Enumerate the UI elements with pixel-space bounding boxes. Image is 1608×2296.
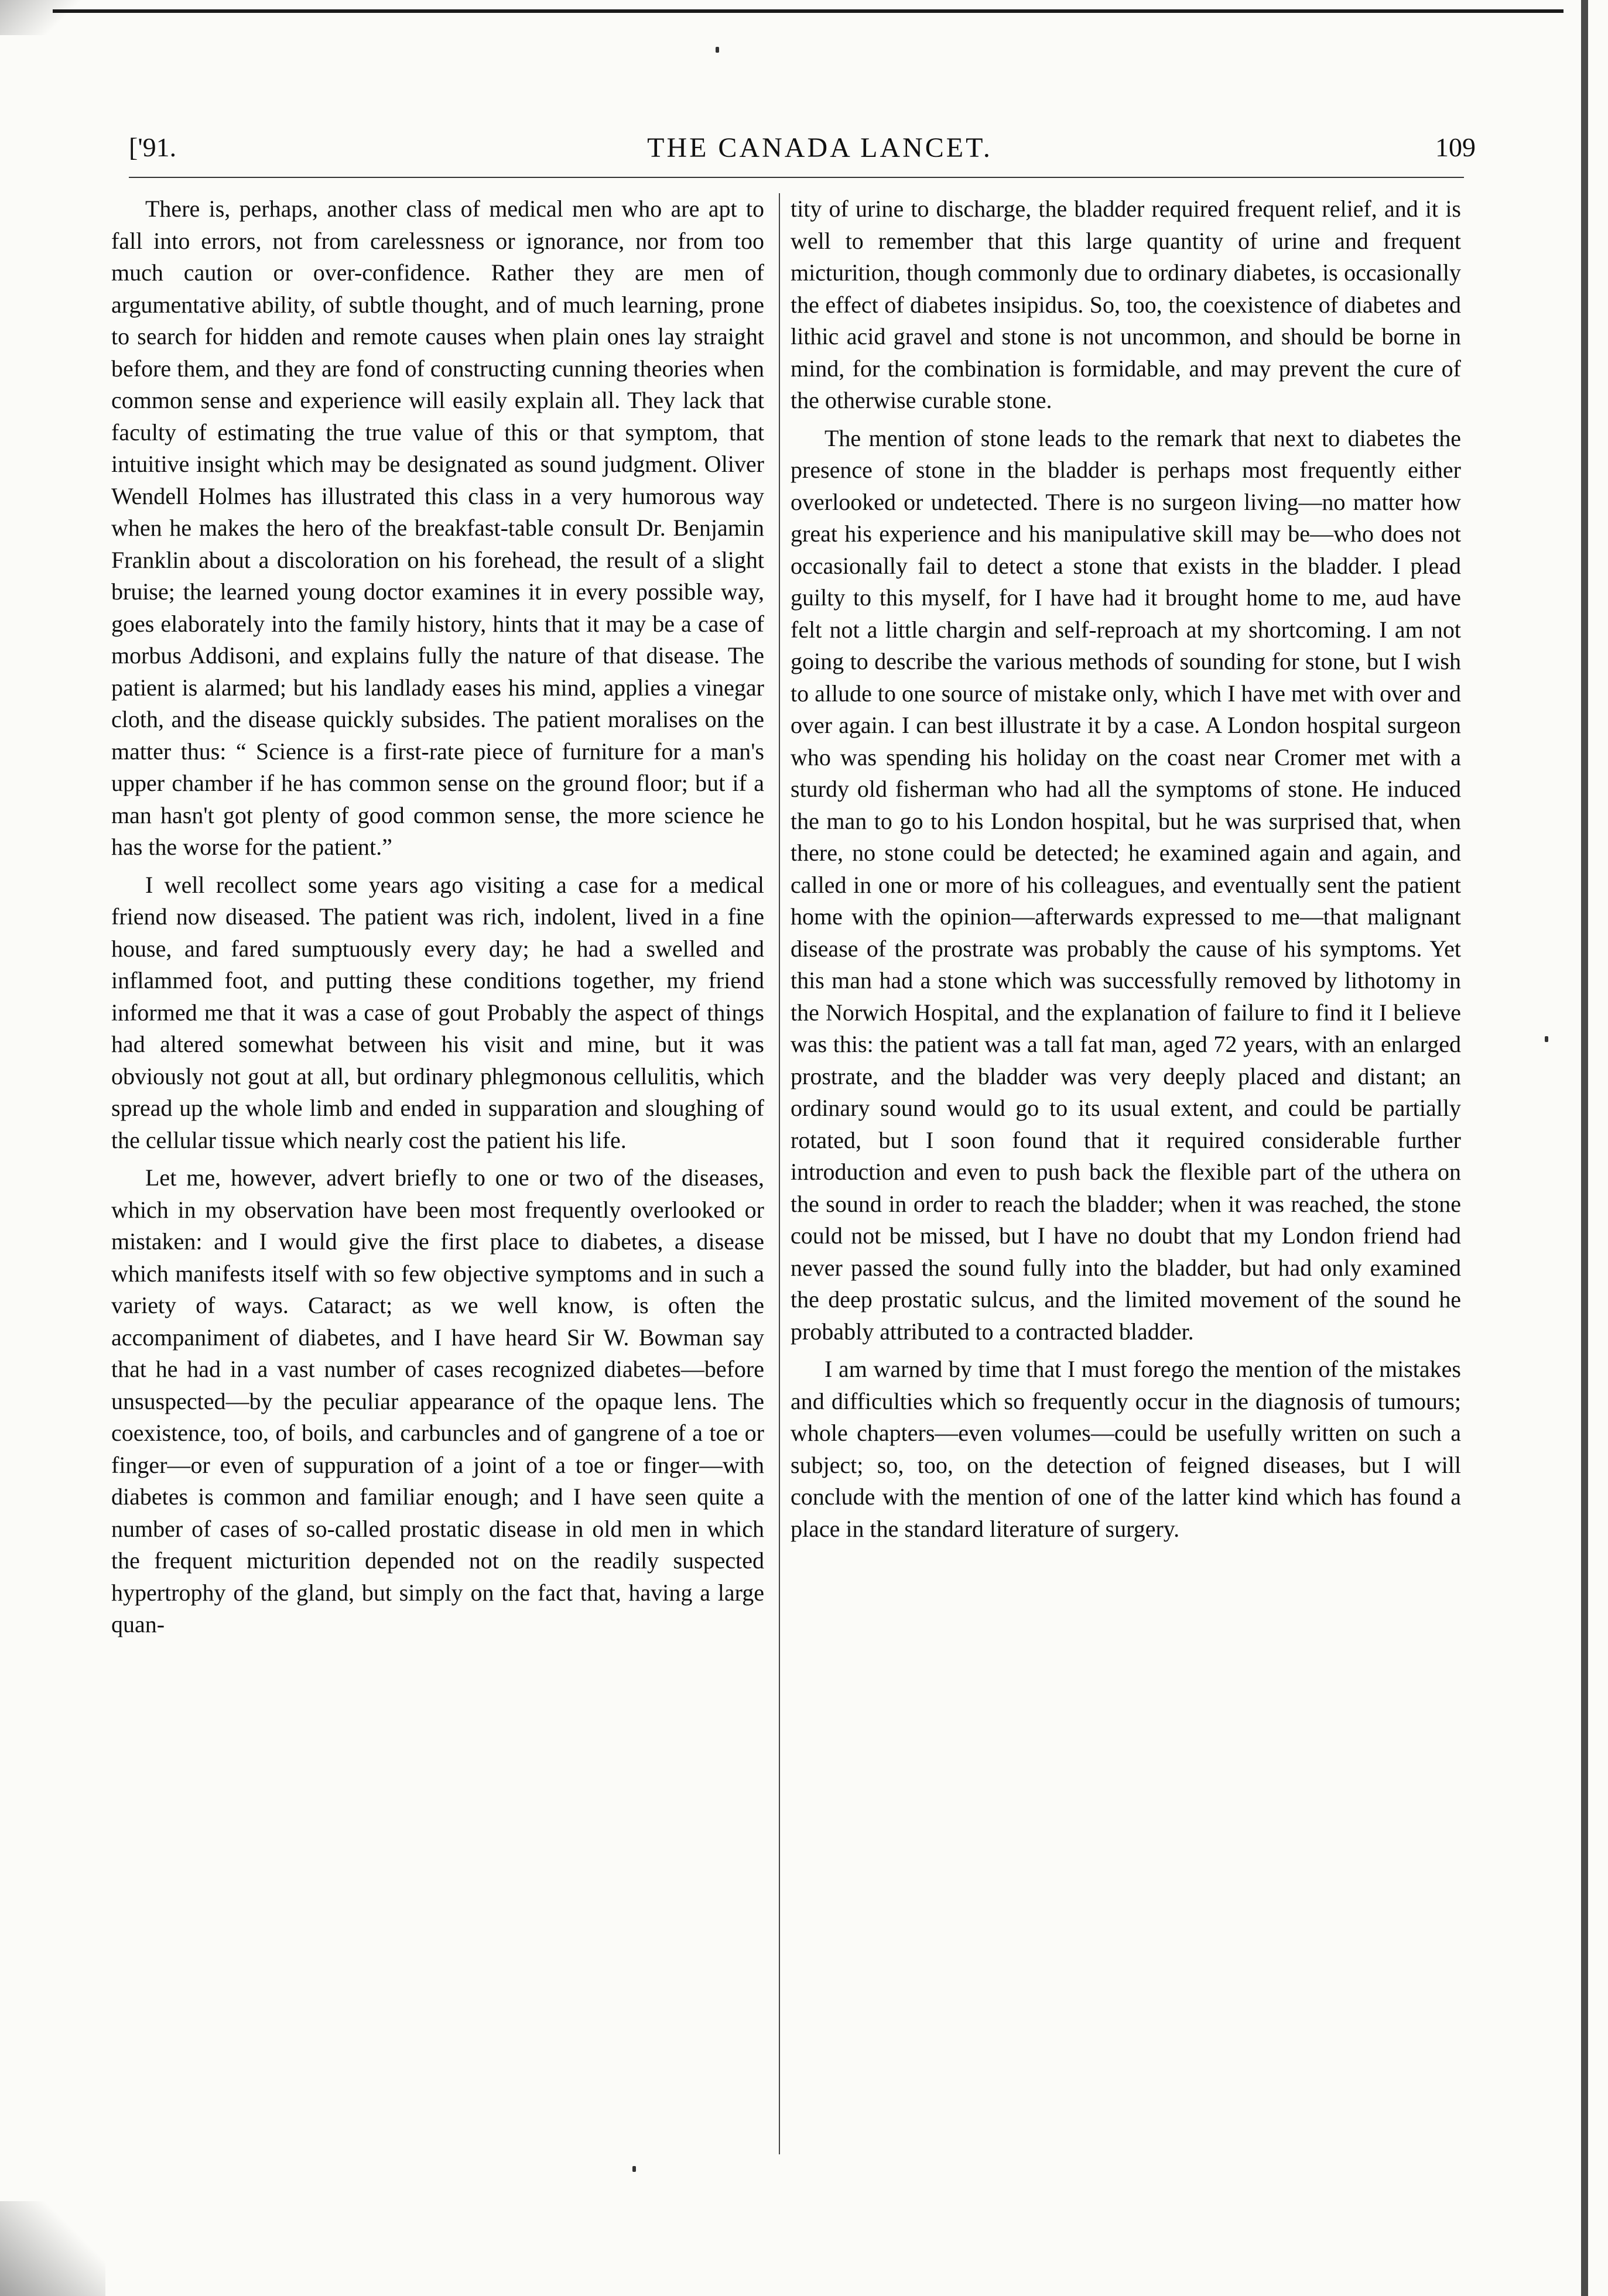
paragraph: There is, perhaps, another class of medical men who are apt to fall into errors, not from carelessness or ignorance, nor from too much caution or over-confidence. Rather they are men of argumentative ability, of subtle thought, and of much learning, prone to search for hidden and remote causes when plain ones lay straight before them, and they are fond of constructing cunning theories when common sense and experience will easily explain all. They lack that faculty of estimating the true value of this or that symptom, that intuitive insight which may be designated as sound judgment. Oliver Wendell Holmes has illustrated this class in a very humorous way when he makes the hero of the breakfast-table consult Dr. Benjamin Franklin about a discoloration on his forehead, the result of a slight bruise; the learned young doctor examines it in every possible way, goes elaborately into the family history, hints that it may be a case of morbus Addisoni, and explains fully the nature of that disease. The patient is alarmed; but his landlady eases his mind, applies a vinegar cloth, and the disease quickly subsides. The patient moralises on the matter thus: “ Science is a first-rate piece of furniture for a man's upper chamber if he has common sense on the ground floor; but if a man hasn't got plenty of good common sense, the more science he has the worse for the patient.” xyxy=(111,196,764,860)
scan-artifact-bottom-left xyxy=(0,2201,105,2296)
page-right-edge xyxy=(1581,0,1588,2296)
right-column xyxy=(791,193,1461,1551)
paragraph: I well recollect some years ago visiting a case for a medical friend now diseased. The patient was rich, indolent, lived in a fine house, and fared sumptuously every day; he had a swelled and inflammed foot, and putting these conditions together, my friend informed me that it was a case of gout Probably the aspect of things had altered somewhat between his visit and mine, but it was obviously not gout at all, but ordinary phlegmonous cellulitis, which spread up the whole limb and ended in supparation and sloughing of the cellular tissue which nearly cost the patient his life. xyxy=(111,871,764,1153)
ink-speck xyxy=(716,47,719,53)
page-number: 109 xyxy=(1435,132,1476,162)
scan-artifact-top-left xyxy=(0,0,82,35)
ink-speck xyxy=(1545,1036,1548,1042)
column-divider xyxy=(779,193,780,2154)
left-column xyxy=(111,193,764,1647)
header-year: ['91. xyxy=(129,132,177,162)
paragraph: The mention of stone leads to the remark that next to diabetes the presence of stone in the bladder is perhaps most frequently either overlooked or undetected. There is no surgeon living—no matter how great his experience and his manipulative skill may be—who does not occasionally fail to detect a stone that exists in the bladder. I plead guilty to this myself, for I have had it brought home to me, aud have felt not a little chargin and self-reproach at my shortcoming. I am not going to describe the various methods of sounding for stone, but I wish to allude to one source of mistake only, which I have met with over and over again. I can best illustrate it by a case. A London hospital surgeon who was spending his holiday on the coast near Cromer met with a sturdy old fisherman who had all the symptoms of stone. He induced the man to go to his London hospital, but he was surprised that, when there, no stone could be detected; he examined again and again, and called in one or more of his colleagues, and eventually sent the patient home with the opinion—afterwards expressed to me—that malignant disease of the prostrate was probably the cause of his symptoms. Yet this man had a stone which was successfully removed by lithotomy in the Norwich Hospital, and the explanation of failure to find it I believe was this: the patient was a tall fat man, aged 72 years, with an enlarged prostrate, and the bladder was very deeply placed and distant; an ordinary sound would go to its usual extent, and could be partially rotated, but I soon found that it required considerable further introduction and even to push back the flexible part of the uthera on the sound in order to reach the bladder; when it was reached, the stone could not be missed, but I have no doubt that my London friend had never passed the sound fully into the bladder, but had only examined the deep prostatic sulcus, and the limited movement of the sound he probably attributed to a contracted bladder. xyxy=(791,424,1461,1345)
ink-speck xyxy=(632,2166,636,2172)
top-edge-rule xyxy=(53,9,1563,13)
paragraph-continued: tity of urine to discharge, the bladder required frequent relief, and it is well to remember that this large quantity of urine and frequent micturition, though commonly due to ordinary diabetes, is occasionally the effect of diabetes insipidus. So, too, the coexistence of diabetes and lithic acid gravel and stone is not uncommon, and should be borne in mind, for the combination is formidable, and may prevent the cure of the otherwise curable stone. xyxy=(791,196,1461,413)
running-header xyxy=(129,132,1476,173)
journal-title: THE CANADA LANCET. xyxy=(647,132,993,163)
header-rule xyxy=(129,177,1464,178)
paragraph: I am warned by time that I must forego the mention of the mistakes and difficulties which so frequently occur in the diagnosis of tumours; whole chapters—even volumes—could be usefully written on such a subject; so, too, on the detection of feigned diseases, but I will conclude with the mention of one of the latter kind which has found a place in the standard literature of surgery. xyxy=(791,1356,1461,1542)
paragraph: Let me, however, advert briefly to one or two of the diseases, which in my observation have been most frequently overlooked or mistaken: and I would give the first place to diabetes, a disease which manifests itself with so few objective symptoms and in such a variety of ways. Cataract; as we well know, is often the accompaniment of diabetes, and I have heard Sir W. Bowman say that he had in a vast number of cases recognized diabetes—before unsuspected—by the peculiar appearance of the opaque lens. The coexistence, too, of boils, and carbuncles and of gangrene of a toe or finger—or even of suppuration of a joint of a toe or finger—with diabetes is common and familiar enough; and I have seen quite a number of cases of so-called prostatic disease in old men in which the frequent micturition depended not on the readily suspected hypertrophy of the gland, but simply on the fact that, having a large quan- xyxy=(111,1164,764,1637)
